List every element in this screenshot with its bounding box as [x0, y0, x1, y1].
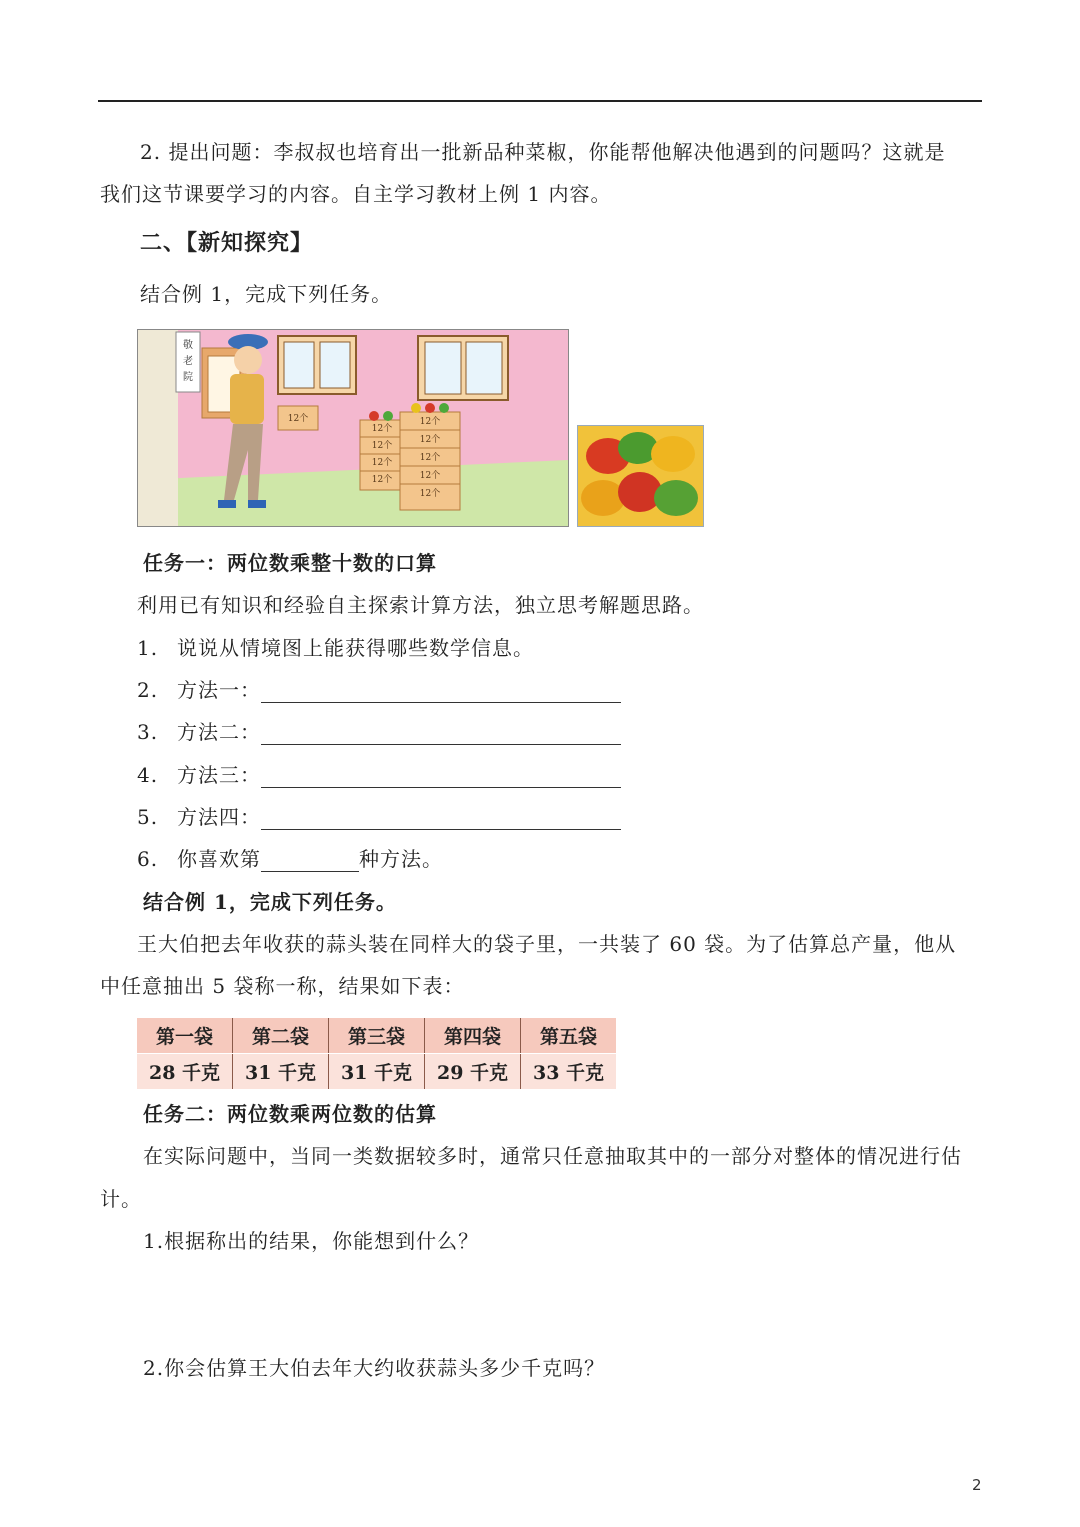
task1-title: 任务一：两位数乘整十数的口算: [143, 551, 437, 575]
table-header-row: [137, 1018, 616, 1054]
task2-line-1: 在实际问题中，当同一类数据较多时，通常只任意抽取其中的一部分对整体的情况进行估: [143, 1144, 962, 1168]
item-4-num: 4.: [137, 763, 159, 787]
pepper-svg: [578, 426, 703, 526]
task1-desc: 利用已有知识和经验自主探索计算方法，独立思考解题思路。: [137, 593, 704, 617]
scene-svg: [138, 330, 568, 526]
crate-label: 12个: [419, 471, 441, 481]
item-4-text: 方法三：: [177, 763, 261, 787]
task1-item-1: [137, 635, 534, 661]
item-1-num: 1.: [137, 636, 159, 660]
task2-line-2: 计。: [100, 1187, 142, 1211]
crate-label: 12个: [287, 414, 309, 424]
value-cell: 31 千克: [233, 1054, 329, 1090]
task1-item-6: [137, 846, 443, 872]
item-1-text: 说说从情境图上能获得哪些数学信息。: [177, 636, 534, 660]
item-2-num: 2.: [137, 678, 159, 702]
crate-label: 12个: [371, 424, 393, 434]
table-row: [137, 1054, 616, 1090]
item-6-num: 6.: [137, 847, 159, 871]
crate-label: 12个: [419, 453, 441, 463]
task1-item-2: [137, 677, 621, 703]
task2-question-1: 1.根据称出的结果，你能想到什么？: [143, 1229, 480, 1253]
section-title: 二、【新知探究】: [140, 230, 314, 256]
method-4-blank[interactable]: [261, 809, 621, 830]
crate-label: 12个: [419, 435, 441, 445]
sign-char-3: 院: [183, 372, 193, 383]
value-cell: 33 千克: [521, 1054, 617, 1090]
header-cell: 第三袋: [329, 1018, 425, 1054]
header-cell: 第一袋: [137, 1018, 233, 1054]
item-6-after: 种方法。: [359, 847, 443, 871]
header-cell: 第二袋: [233, 1018, 329, 1054]
task1-item-5: [137, 804, 621, 830]
bag-weight-table: [137, 1018, 616, 1089]
header-cell: 第四袋: [425, 1018, 521, 1054]
sign-char-1: 敬: [183, 340, 193, 351]
page-number: 2: [972, 1476, 982, 1494]
task2-question-2: 2.你会估算王大伯去年大约收获蒜头多少千克吗？: [143, 1356, 606, 1380]
problem-line-2: 我们这节课要学习的内容。自主学习教材上例 1 内容。: [100, 182, 612, 206]
favorite-method-blank[interactable]: [261, 851, 359, 872]
task2-title: 任务二：两位数乘两位数的估算: [143, 1102, 437, 1126]
header-cell: 第五袋: [521, 1018, 617, 1054]
pepper-photo: [577, 425, 704, 527]
method-1-blank[interactable]: [261, 682, 621, 703]
crate-label: 12个: [419, 489, 441, 499]
item-3-num: 3.: [137, 720, 159, 744]
item-5-text: 方法四：: [177, 805, 261, 829]
intro2-text: 结合例 1，完成下列任务。: [143, 890, 397, 914]
value-cell: 31 千克: [329, 1054, 425, 1090]
item-3-text: 方法二：: [177, 720, 261, 744]
garlic-line-2: 中任意抽出 5 袋称一称，结果如下表：: [100, 974, 465, 998]
task1-item-4: [137, 762, 621, 788]
value-cell: 29 千克: [425, 1054, 521, 1090]
method-2-blank[interactable]: [261, 724, 621, 745]
intro-text: 结合例 1，完成下列任务。: [140, 282, 393, 306]
crate-label: 12个: [371, 458, 393, 468]
garlic-line-1: 王大伯把去年收获的蒜头装在同样大的袋子里，一共装了 60 袋。为了估算总产量，他从: [137, 932, 957, 956]
item-2-text: 方法一：: [177, 678, 261, 702]
sign-char-2: 老: [183, 356, 193, 367]
header-rule: [98, 100, 982, 102]
problem-line-1: 2. 提出问题：李叔叔也培育出一批新品种菜椒，你能帮他解决他遇到的问题吗？这就是: [140, 140, 946, 164]
method-3-blank[interactable]: [261, 767, 621, 788]
task1-item-3: [137, 719, 621, 745]
crate-label: 12个: [419, 417, 441, 427]
item-5-num: 5.: [137, 805, 159, 829]
crate-label: 12个: [371, 441, 393, 451]
item-6-before: 你喜欢第: [177, 847, 261, 871]
scene-illustration: [137, 329, 569, 527]
crate-label: 12个: [371, 475, 393, 485]
value-cell: 28 千克: [137, 1054, 233, 1090]
